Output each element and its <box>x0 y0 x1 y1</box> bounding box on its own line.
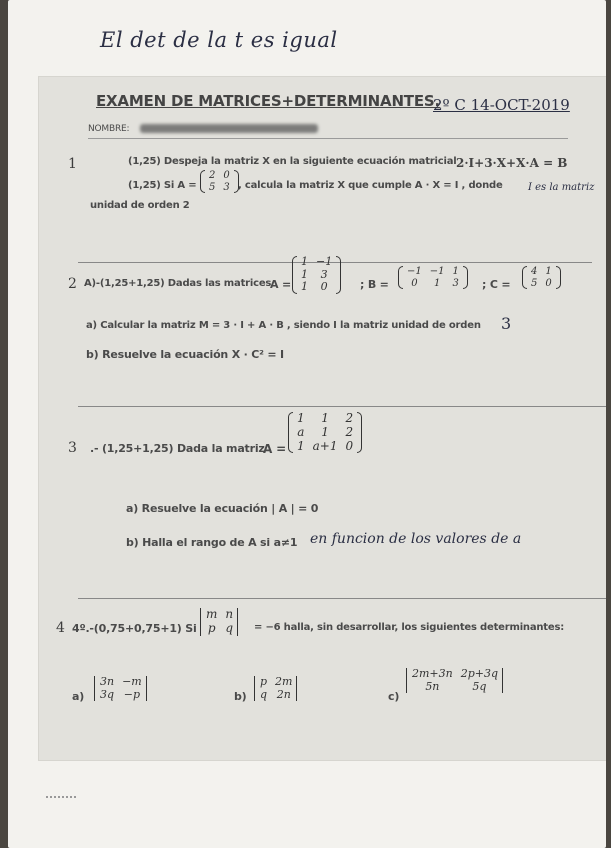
q4-b-label: b) <box>234 690 247 703</box>
q4-determinant <box>200 608 239 636</box>
q2-matrix-a <box>292 256 341 294</box>
matrix-cell: 1 <box>452 266 459 277</box>
matrix-row <box>408 681 502 694</box>
q1-b-text: , calcula la matriz X que cumple A · X = I , donde <box>238 180 503 191</box>
matrix-cell: 5 <box>531 277 538 289</box>
q1-b-matrix <box>200 170 239 193</box>
q2-a-text: a) Calcular la matriz M = 3 · I + A · B , siendo I la matriz unidad de orden <box>86 320 481 331</box>
matrix-cell: −p <box>123 687 141 701</box>
q4-text: 4º.-(0,75+0,75+1) Si <box>72 622 197 635</box>
q3-b-handwritten: en funcion de los valores de a <box>310 531 522 547</box>
q1-a-equation: 2·I+3·X+X·A = B <box>456 156 568 170</box>
matrix-cell: 0 <box>345 438 354 453</box>
divider-3 <box>78 598 606 599</box>
matrix-cell: 5q <box>472 679 487 693</box>
matrix-cell: −1 <box>429 266 445 277</box>
matrix-cell: 2n <box>276 687 291 701</box>
matrix-row <box>205 170 234 182</box>
matrix-cell: 1 <box>301 280 308 294</box>
matrix-cell: 2m+3n <box>412 667 453 680</box>
matrix-cell: 4 <box>531 266 538 277</box>
matrix-row <box>205 182 234 194</box>
q4-number: 4 <box>56 620 65 636</box>
matrix-cell: 0 <box>320 280 328 294</box>
matrix-cell: 0 <box>411 277 418 289</box>
matrix-cell: −1 <box>316 255 333 268</box>
q4-b-determinant <box>254 676 298 701</box>
matrix-row <box>256 689 296 702</box>
matrix-row <box>293 440 357 454</box>
matrix-cell: 1 <box>321 424 329 439</box>
q4-c-determinant <box>406 668 504 693</box>
q3-text: .- (1,25+1,25) Dada la matriz <box>90 442 265 455</box>
matrix-cell: 2 <box>345 424 354 439</box>
matrix-cell: q <box>225 620 234 635</box>
exam-title: EXAMEN DE MATRICES+DETERMINANTES. <box>96 92 440 110</box>
exam-date: 2º C 14-OCT-2019 <box>433 96 570 114</box>
q2-c-label: ; C = <box>482 278 511 291</box>
q2-matrix-b <box>398 266 468 289</box>
matrix-row <box>256 676 296 689</box>
matrix-row <box>527 266 556 278</box>
matrix-cell: 0 <box>223 170 230 181</box>
exam-paper <box>8 0 606 848</box>
matrix-row <box>297 256 336 269</box>
matrix-row <box>293 426 357 440</box>
q3-a-text: a) Resuelve la ecuación | A | = 0 <box>126 502 319 515</box>
matrix-cell: 3 <box>320 267 328 281</box>
matrix-cell: 5 <box>209 181 216 193</box>
divider-2 <box>78 406 606 407</box>
matrix-row <box>293 412 357 426</box>
q2-a-handwritten: 3 <box>501 314 512 333</box>
matrix-cell: 1 <box>297 438 305 453</box>
q3-matrix-a <box>288 412 362 453</box>
matrix-cell: p <box>207 620 216 635</box>
matrix-cell: −1 <box>407 266 422 277</box>
matrix-cell: 3 <box>452 277 459 289</box>
redacted-student-name <box>140 124 318 133</box>
matrix-cell: q <box>260 687 268 701</box>
q1-number: 1 <box>68 156 77 172</box>
matrix-cell: 1 <box>301 255 308 268</box>
matrix-cell: 5n <box>425 679 440 693</box>
q4-a-label: a) <box>72 690 85 703</box>
q3-a-label: A = <box>263 442 286 456</box>
matrix-row <box>403 278 463 290</box>
matrix-cell: 2m <box>275 675 293 688</box>
matrix-cell: 2 <box>345 411 354 425</box>
q2-b-text: b) Resuelve la ecuación X · C² = I <box>86 348 284 361</box>
name-label: NOMBRE: <box>88 124 130 134</box>
handwritten-note-top: El det de la t es igual <box>100 28 338 52</box>
matrix-cell: 0 <box>545 277 552 289</box>
matrix-row <box>408 668 502 681</box>
matrix-cell: 3n <box>100 675 115 688</box>
matrix-cell: 2p+3q <box>460 667 499 680</box>
name-line <box>88 138 568 139</box>
q1-a-text: (1,25) Despeja la matriz X en la siguiente ecuación matricial <box>128 156 457 167</box>
matrix-cell: 1 <box>301 267 308 281</box>
matrix-cell: 1 <box>321 411 329 425</box>
matrix-cell: a <box>297 424 305 439</box>
bottom-dots <box>46 796 76 798</box>
matrix-cell: n <box>225 607 234 621</box>
matrix-row <box>96 676 146 689</box>
matrix-row <box>202 608 237 622</box>
matrix-row <box>403 266 463 278</box>
matrix-row <box>527 278 556 290</box>
matrix-cell: m <box>206 607 218 621</box>
q1-b-handwritten: I es la matriz <box>528 182 595 193</box>
matrix-cell: 2 <box>209 170 216 181</box>
matrix-cell: p <box>260 675 268 688</box>
matrix-row <box>96 689 146 702</box>
matrix-cell: 1 <box>297 411 305 425</box>
q4-c-label: c) <box>388 690 400 703</box>
q2-a-label: A = <box>270 278 291 291</box>
matrix-row <box>297 281 336 294</box>
q1-b-prefix: (1,25) Si A = <box>128 180 197 191</box>
q1-b-line2: unidad de orden 2 <box>90 200 190 211</box>
q4-text-post: = −6 halla, sin desarrollar, los siguientes determinantes: <box>254 622 565 633</box>
q3-number: 3 <box>68 440 77 456</box>
q4-a-determinant <box>94 676 148 701</box>
q2-b-label: ; B = <box>360 278 389 291</box>
matrix-cell: 1 <box>545 266 552 277</box>
q2-text: A)-(1,25+1,25) Dadas las matrices <box>84 278 272 289</box>
q2-matrix-c <box>522 266 561 289</box>
matrix-row <box>202 622 237 636</box>
matrix-cell: 1 <box>433 277 441 289</box>
q2-number: 2 <box>68 276 77 292</box>
q3-b-text: b) Halla el rango de A si a≠1 <box>126 536 298 549</box>
matrix-cell: 3 <box>223 181 230 193</box>
matrix-cell: −m <box>122 675 142 688</box>
matrix-cell: a+1 <box>312 438 338 453</box>
matrix-cell: 3q <box>100 687 115 701</box>
